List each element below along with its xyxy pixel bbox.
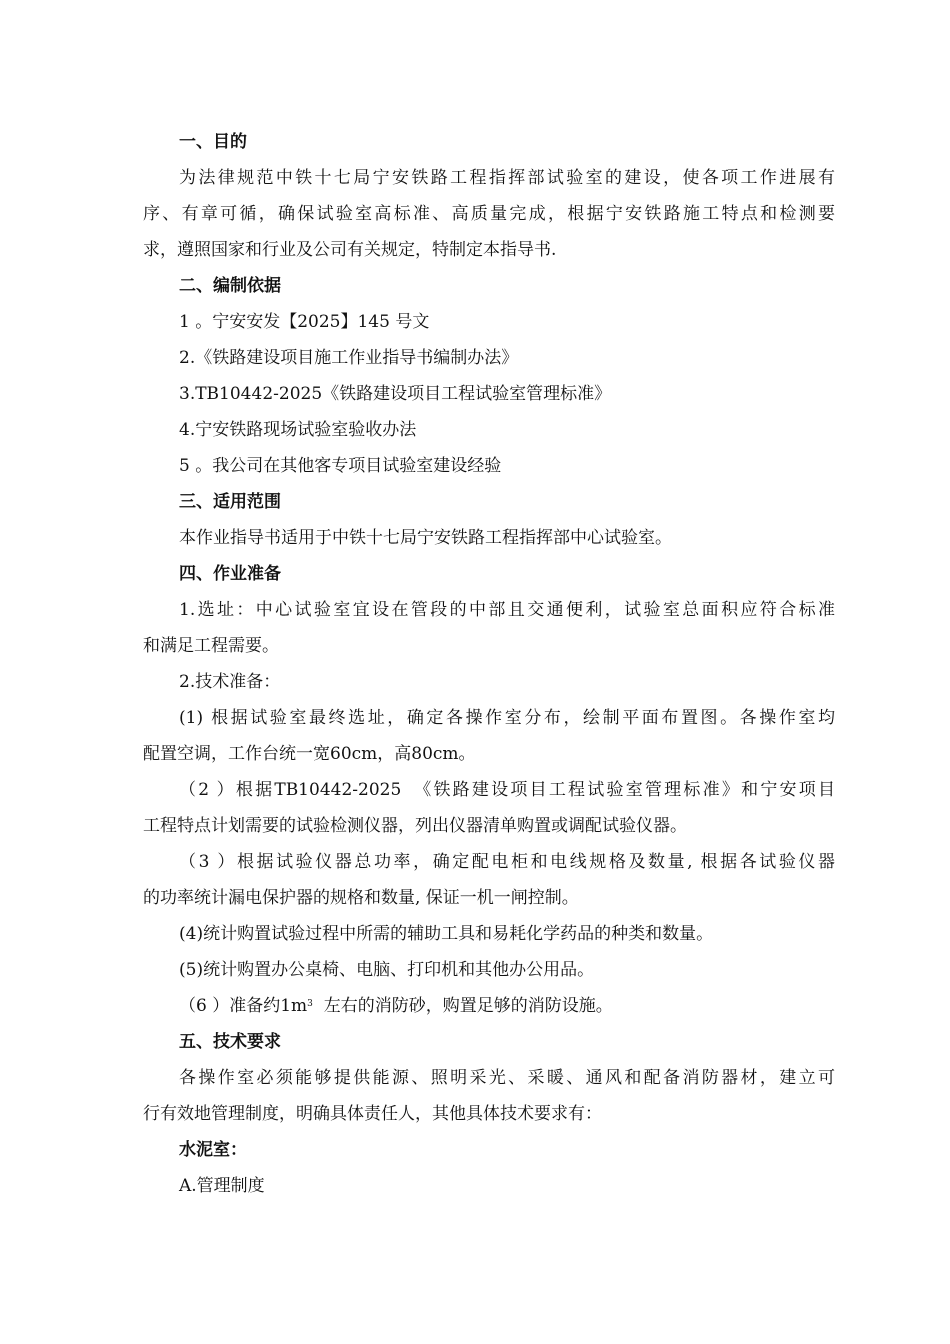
sub-item-line: (4)统计购置试验过程中所需的辅助工具和易耗化学药品的种类和数量。 (179, 924, 714, 944)
list-item: A.管理制度 (179, 1176, 265, 1196)
sub-item-line: 配置空调，工作台统一宽60cm，高80cm。 (143, 744, 476, 764)
sub-item-line: 工程特点计划需要的试验检测仪器，列出仪器清单购置或调配试验仪器。 (143, 816, 687, 836)
sub-item-line: 的功率统计漏电保护器的规格和数量, 保证一机一闸控制。 (143, 888, 579, 908)
section-heading-requirements: 五、技术要求 (179, 1032, 281, 1052)
paragraph-line: 求，遵照国家和行业及公司有关规定，特制定本指导书. (143, 240, 557, 260)
section-heading-preparation: 四、作业准备 (179, 564, 281, 584)
sub-item-line (143, 988, 835, 1024)
sub-item-line: （2 ）根据TB10442-2025 《铁路建设项目工程试验室管理标准》和宁安项目 (179, 780, 835, 800)
sub-item-line: (1) 根据试验室最终选址，确定各操作室分布，绘制平面布置图。各操作室均 (179, 708, 835, 728)
superscript-cubic: 3 (307, 999, 313, 1009)
subheading-cement-room: 水泥室： (179, 1140, 247, 1160)
list-item: 2.《铁路建设项目施工作业指导书编制办法》 (179, 348, 519, 368)
paragraph-line: 行有效地管理制度，明确具体责任人，其他具体技术要求有： (143, 1104, 602, 1124)
paragraph-line: 和满足工程需要。 (143, 636, 279, 656)
list-item: 1 。宁安安发【2025】145 号文 (179, 312, 430, 332)
paragraph-line: 序、有章可循，确保试验室高标准、高质量完成，根据宁安铁路施工特点和检测要 (143, 204, 835, 224)
document-body (143, 124, 835, 1204)
sub-item-text: （6 ）准备约1m (179, 996, 308, 1016)
section-heading-scope: 三、适用范围 (179, 492, 281, 512)
section-heading-purpose: 一、目的 (179, 132, 247, 152)
sub-item-line: （3 ）根据试验仪器总功率，确定配电柜和电线规格及数量, 根据各试验仪器 (179, 852, 835, 872)
paragraph-line: 各操作室必须能够提供能源、照明采光、采暖、通风和配备消防器材，建立可 (179, 1068, 835, 1088)
paragraph-line: 2.技术准备： (179, 672, 281, 692)
list-item: 3.TB10442-2025《铁路建设项目工程试验室管理标准》 (179, 384, 612, 404)
paragraph-line: 本作业指导书适用于中铁十七局宁安铁路工程指挥部中心试验室。 (179, 528, 672, 548)
list-item: 4.宁安铁路现场试验室验收办法 (179, 420, 417, 440)
paragraph-line: 1.选址：中心试验室宜设在管段的中部且交通便利，试验室总面积应符合标准 (179, 600, 835, 620)
list-item: 5 。我公司在其他客专项目试验室建设经验 (179, 456, 502, 476)
paragraph-line: 为法律规范中铁十七局宁安铁路工程指挥部试验室的建设，使各项工作进展有 (179, 168, 835, 188)
sub-item-text: 左右的消防砂，购置足够的消防设施。 (312, 996, 613, 1016)
section-heading-basis: 二、编制依据 (179, 276, 281, 296)
sub-item-line: (5)统计购置办公桌椅、电脑、打印机和其他办公用品。 (179, 960, 595, 980)
